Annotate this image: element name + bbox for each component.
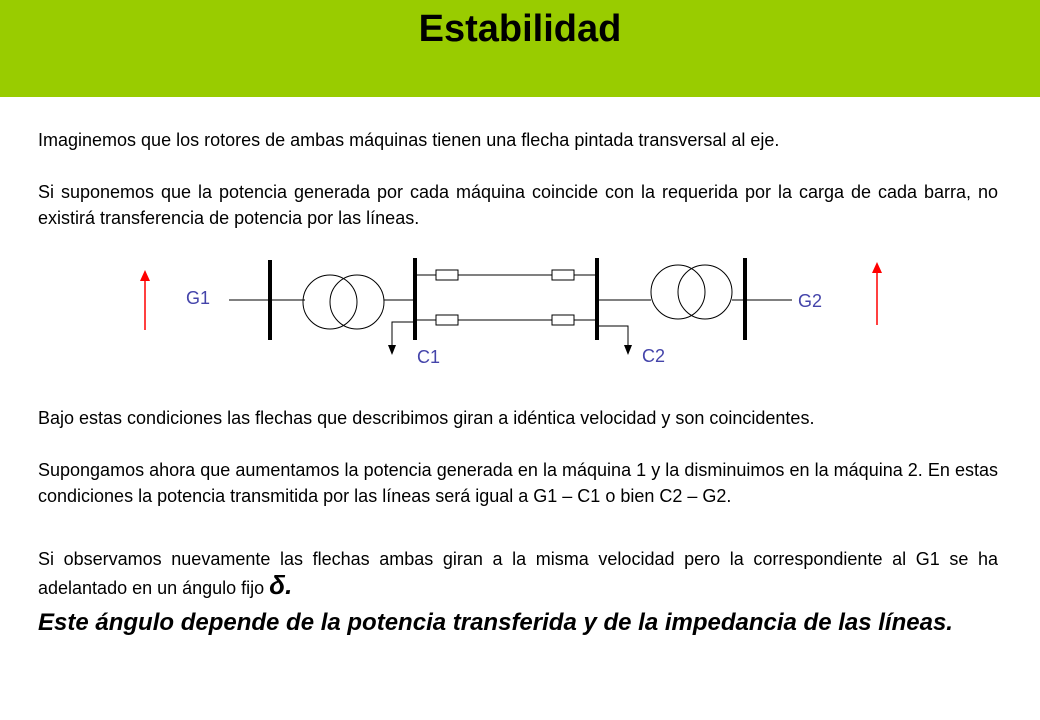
paragraph-conclusion: Este ángulo depende de la potencia transferida y de la impedancia de las líneas. <box>38 609 953 636</box>
paragraph-rotors: Imaginemos que los rotores de ambas máquinas tienen una flecha pintada transversal al eje. <box>38 130 780 150</box>
paragraph-conditions: Bajo estas condiciones las flechas que describimos giran a idéntica velocidad y son coincidentes. <box>38 408 815 428</box>
g2-rotor-arrow <box>872 262 882 325</box>
transformer-1 <box>303 275 384 329</box>
paragraph-increase-power: Supongamos ahora que aumentamos la potencia generada en la máquina 1 y la disminuimos en la máquina 2. En estas condiciones la potencia transmitida por las líneas será igual a G1 – C1 o bien C2 – G2. <box>38 460 998 506</box>
g2-label: G2 <box>798 291 823 311</box>
c1-load-arrow <box>388 322 413 355</box>
transmission-line-upper <box>415 270 597 280</box>
c1-label: C1 <box>417 347 441 367</box>
paragraph-angle <box>38 546 998 601</box>
page-title: Estabilidad <box>418 8 622 50</box>
g1-label: G1 <box>186 288 211 308</box>
paragraph-angle-text: Si observamos nuevamente las flechas ambas giran a la misma velocidad pero la correspondiente al G1 se ha adelantado en un ángulo fijo <box>38 549 998 598</box>
c2-label: C2 <box>642 346 666 366</box>
delta-symbol: δ. <box>269 570 293 600</box>
g1-rotor-arrow <box>140 270 150 330</box>
transmission-line-lower <box>415 315 597 325</box>
paragraph-no-transfer: Si suponemos que la potencia generada por cada máquina coincide con la requerida por la carga de cada barra, no existirá transferencia de potencia por las líneas. <box>38 182 998 228</box>
c2-load-arrow <box>599 326 632 355</box>
transformer-2 <box>651 265 732 319</box>
